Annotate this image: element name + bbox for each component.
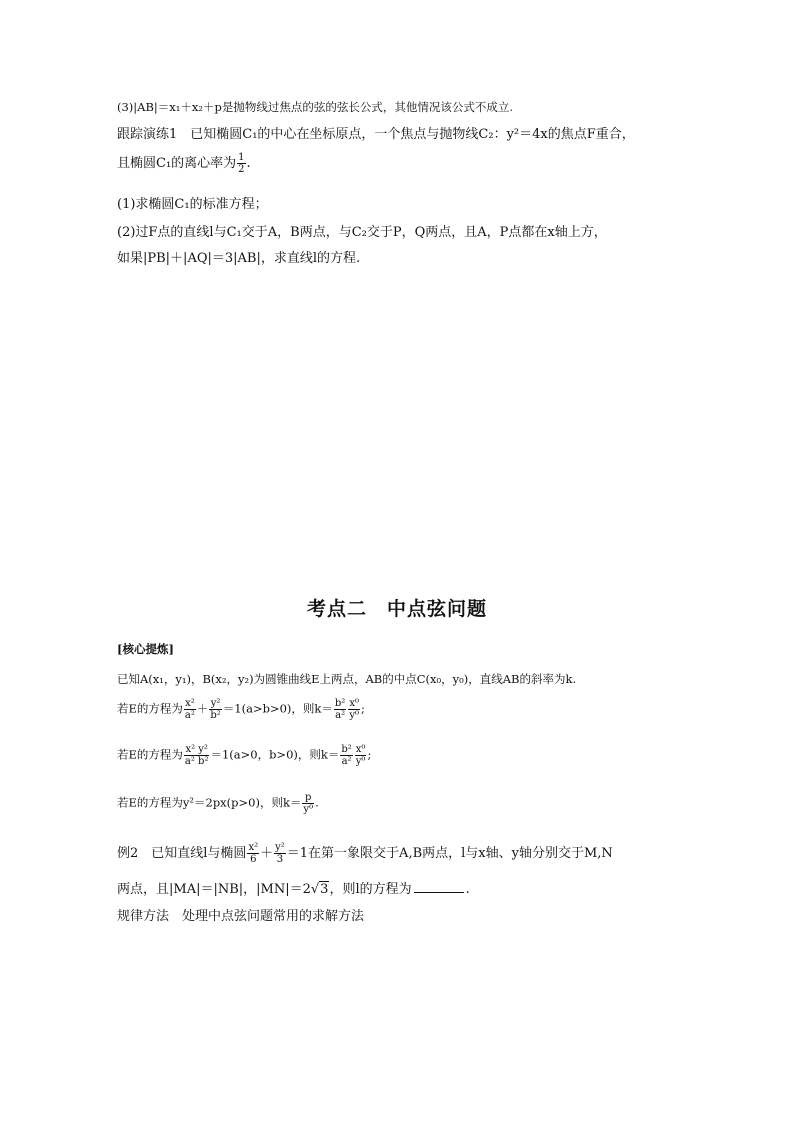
case-ellipse-prefix: 若E的方程为	[117, 701, 183, 716]
fraction-numerator: b²	[341, 744, 352, 755]
fraction-k1	[340, 744, 352, 767]
exercise-line-2-end: .	[246, 156, 251, 171]
example-2-prefix: 例2 已知直线l与椭圆	[117, 846, 247, 861]
example-2-line-1: 例2 已知直线l与椭圆 $\frac{\text{x²}}{6}$ ＋ $\frac{\text{y²}}{3}$ ＝1在第一象限交于A,B两点，l与x轴、y轴分别交于M,N	[117, 842, 613, 865]
fraction-denominator: y⁰	[349, 710, 359, 721]
fraction-k1	[334, 698, 346, 721]
case-parabola	[117, 792, 319, 815]
case-ellipse: 若E的方程为 $\frac{\text{x²}}{\text{a²}}$ ＋ $\frac{\text{y²}}{\text{b²}}$ ＝1(a>b>0)，则k＝ $\frac{\text{b²}}{\text{a²}}$ $\frac{\text{x⁰}}{\text{y⁰}}$ ;	[117, 698, 365, 721]
exercise-line-2-text: 且椭圆C₁的离心率为	[117, 156, 237, 171]
sqrt-radicand: 3	[320, 882, 329, 897]
case-hyperbola-middle: ＝1(a>0，b>0)，则k＝	[210, 747, 340, 762]
example-2-line-2-end: .	[465, 882, 470, 897]
case-hyperbola-prefix: 若E的方程为	[117, 747, 183, 762]
eccentricity-fraction	[237, 152, 245, 175]
fraction-numerator: x⁰	[355, 744, 366, 755]
fraction-denominator: a²	[335, 710, 346, 721]
fraction-numerator: 1	[238, 152, 245, 163]
fraction-numerator: y²	[275, 842, 285, 853]
example-2-line-2-prefix: 两点，且|MA|＝|NB|，|MN|＝2	[117, 882, 311, 897]
fraction-k2	[355, 744, 367, 767]
fraction-numerator: x²	[185, 698, 195, 709]
fraction-numerator: y²	[210, 698, 221, 709]
fraction-denominator: a² b²	[184, 756, 209, 767]
fraction-denominator: 6	[247, 853, 259, 865]
case-parabola-prefix: 若E的方程为y²＝2px(p>0)，则k＝	[117, 795, 302, 810]
fraction-y2-b2	[209, 698, 221, 721]
question-2-line-1: (2)过F点的直线l与C₁交于A，B两点，与C₂交于P，Q两点，且A，P点都在x轴上方，	[117, 225, 607, 240]
example-2-rest: ＝1在第一象限交于A,B两点，l与x轴、y轴分别交于M,N	[286, 846, 613, 861]
fraction-numerator: p	[305, 792, 312, 803]
sqrt-symbol: √3	[310, 882, 329, 897]
method-heading: 规律方法 处理中点弦问题常用的求解方法	[117, 909, 365, 924]
fraction-denominator: a²	[341, 756, 352, 767]
core-intro: 已知A(x₁，y₁)，B(x₂，y₂)为圆锥曲线E上两点，AB的中点C(x₀，y₀)，直线AB的斜率为k.	[117, 672, 577, 686]
example-2-line-2	[117, 880, 470, 899]
fraction-denominator: y⁰	[355, 756, 366, 767]
fraction-x2-a2	[184, 698, 196, 721]
fraction-x2-6	[247, 842, 259, 865]
fraction-k-parabola	[302, 792, 314, 815]
case-parabola-end: .	[315, 795, 319, 810]
exercise-line-2	[117, 152, 251, 175]
fraction-k2	[348, 698, 360, 721]
fraction-denominator: a²	[184, 710, 195, 721]
answer-blank[interactable]	[414, 880, 464, 893]
core-label: [核心提炼]	[117, 642, 174, 656]
example-2-line-2-middle: ，则l的方程为	[329, 882, 412, 897]
case-hyperbola	[117, 744, 371, 767]
fraction-denominator: 2	[238, 164, 245, 175]
fraction-denominator: y⁰	[303, 804, 314, 815]
question-1: (1)求椭圆C₁的标准方程；	[117, 197, 268, 212]
fraction-denominator: 3	[274, 853, 286, 865]
fraction-numerator: x² y²	[185, 744, 208, 755]
fraction-denominator: b²	[210, 710, 221, 721]
case-ellipse-middle: ＝1(a>b>0)，则k＝	[222, 701, 333, 716]
fraction-hyperbola-eq	[184, 744, 210, 767]
exercise-heading: 跟踪演练1 已知椭圆C₁的中心在坐标原点，一个焦点与抛物线C₂：y²＝4x的焦点F重合，	[117, 127, 635, 142]
question-2-line-2: 如果|PB|＋|AQ|＝3|AB|，求直线l的方程.	[117, 251, 361, 266]
section-title: 考点二 中点弦问题	[306, 598, 487, 620]
fraction-y2-3	[274, 842, 286, 865]
case-ellipse-end: ;	[360, 701, 365, 716]
formula-note: (3)|AB|＝x₁＋x₂＋p是抛物线过焦点的弦的弦长公式，其他情况该公式不成立.	[117, 100, 513, 114]
case-hyperbola-end: ;	[367, 747, 372, 762]
fraction-numerator: x⁰	[349, 698, 359, 709]
fraction-numerator: b²	[334, 698, 346, 709]
fraction-numerator: x²	[248, 842, 259, 853]
